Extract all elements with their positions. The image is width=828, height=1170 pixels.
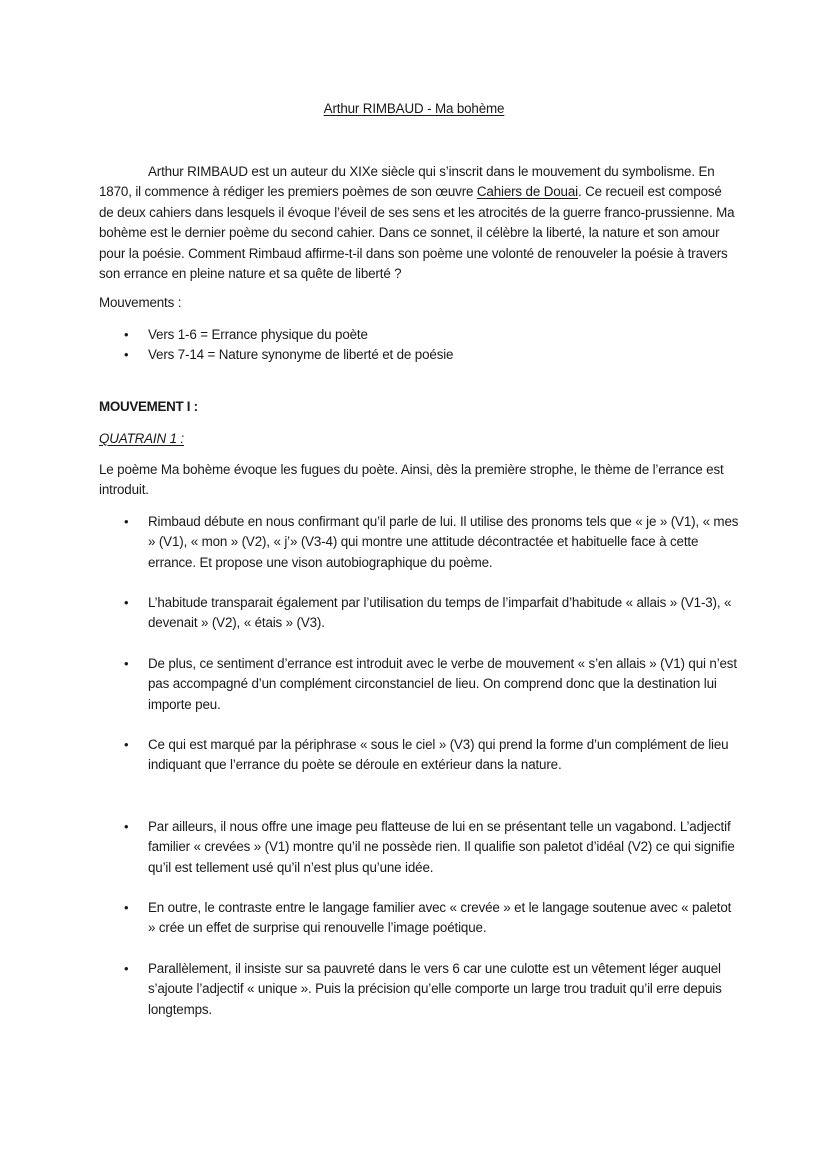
lead-paragraph: Le poème Ma bohème évoque les fugues du poète. Ainsi, dès la première strophe, le thème de l’errance est introduit.: [99, 462, 724, 498]
mouvements-label: Mouvements :: [99, 295, 182, 310]
bullet-icon: •: [124, 347, 129, 363]
bullet-icon: •: [124, 327, 129, 342]
analysis-point: • Parallèlement, il insiste sur sa pauvreté dans le vers 6 car une culotte est un vêtement léger auquel s’ajoute l’adjectif « unique ». Puis la précision qu’elle comporte un large trou traduit qu’il erre depuis longtemps.: [124, 961, 722, 1017]
subsection-heading: QUATRAIN 1 :: [99, 431, 185, 446]
bullet-icon: •: [124, 900, 129, 915]
document-title: Arthur RIMBAUD - Ma bohème: [323, 101, 505, 116]
analysis-point: • De plus, ce sentiment d’errance est introduit avec le verbe de mouvement « s’en allais » (V1) qui n’est pas accompagné d’un complément circonstanciel de lieu. On comprend donc que la destination lui importe peu.: [124, 656, 737, 712]
analysis-point: • Rimbaud débute en nous confirmant qu’il parle de lui. Il utilise des pronoms tels que « je » (V1), « mes » (V1), « mon » (V2), « j’» (V3-4) qui montre une attitude décontractée et habituelle face à cette errance. Et propose une vison autobiographique du poème.: [124, 514, 739, 570]
analysis-point: • L’habitude transparait également par l’utilisation du temps de l’imparfait d’habitude « allais » (V1-3), « devenait » (V2), « étais » (V3).: [124, 595, 732, 631]
analysis-point: • En outre, le contraste entre le langage familier avec « crevée » et le langage soutenue avec « paletot » crée un effet de surprise qui renouvelle l’image poétique.: [124, 900, 732, 936]
bullet-icon: •: [124, 819, 129, 834]
bullet-icon: •: [124, 514, 129, 529]
intro-paragraph: Arthur RIMBAUD est un auteur du XIXe siècle qui s’inscrit dans le mouvement du symbolisme. En 1870, il commence à rédiger les premiers poèmes de son œuvre Cahiers de Douai. Ce recueil est composé de deux cahiers dans lesquels il évoque l’éveil de ses sens et les atrocités de la guerre franco-prussienne. Ma bohème est le dernier poème du second cahier. Dans ce sonnet, il célèbre la liberté, la nature et son amour pour la poésie. Comment Rimbaud affirme-t-il dans son poème une volonté de renouveler la poésie à travers son errance en pleine nature et sa quête de liberté ?: [99, 164, 735, 282]
mouvement-item: • Vers 7-14 = Nature synonyme de liberté et de poésie: [99, 345, 699, 365]
analysis-point: • Par ailleurs, il nous offre une image peu flatteuse de lui en se présentant telle un vagabond. L’adjectif familier « crevées » (V1) montre qu’il ne possède rien. Il qualifie son paletot d’idéal (V2) ce qui signifie qu’il est tellement usé qu’il n’est plus qu’une idée.: [124, 819, 735, 875]
bullet-icon: •: [124, 656, 129, 671]
mouvement-item: • Vers 1-6 = Errance physique du poète: [99, 325, 699, 345]
bullet-icon: •: [124, 961, 129, 976]
bullet-icon: •: [124, 737, 129, 752]
work-title: Cahiers de Douai: [476, 184, 578, 200]
analysis-point: • Ce qui est marqué par la périphrase « sous le ciel » (V3) qui prend la forme d’un complément de lieu indiquant que l’errance du poète se déroule en extérieur dans la nature.: [124, 737, 729, 773]
bullet-icon: •: [124, 595, 129, 610]
mouvements-list: [99, 325, 699, 366]
section-heading: MOUVEMENT I :: [99, 399, 198, 414]
